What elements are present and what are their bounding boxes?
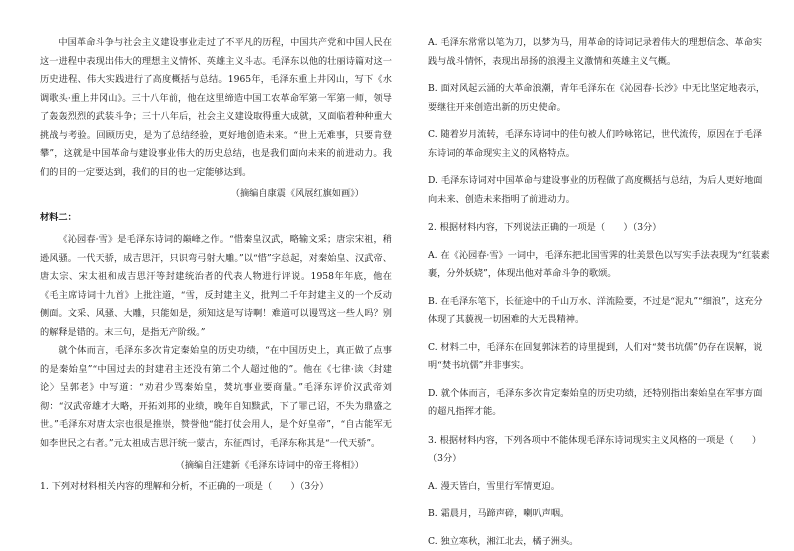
question-1: 1. 下列对材料相关内容的理解和分析，不正确的一项是（ ）（3分） [40,478,392,497]
material-2-source: （摘编自汪建新《毛泽东诗词中的帝王将相》） [40,457,392,476]
left-column [40,34,392,496]
question-2-option-a: A. 在《沁园春·雪》一词中，毛泽东把北国雪霁的壮美景色以写实手法表现为“红装素裹，分外妖娆”，体现出他对革命斗争的歌颂。 [428,247,770,284]
material-1-source: （摘编自康震《风展红旗如画》） [40,185,392,204]
material-2-paragraph-2: 就个体而言，毛泽东多次肯定秦始皇的历史功绩，“在中国历史上，真正做了点事的是秦始皇”“中国过去的封建君主还没有第二个人超过他的”。他在《七律·读〈封建论〉呈郭老》中写道：“劝君少骂秦始皇，焚坑事业要商量。”毛泽东评价汉武帝刘彻：“汉武帝雄才大略，开拓刘邦的业绩，晚年自知黩武，下了罪己诏，不失为鼎盛之世。”毛泽东对唐太宗也很是推崇，赞誉他“能打仗会用人，是个好皇帝”，“自古能军无如李世民之右者。”元太祖成吉思汗统一蒙古，东征西讨，毛泽东称其是“一代天骄”。 [40,342,392,453]
question-3-option-c: C. 独立寒秋，湘江北去，橘子洲头。 [428,533,770,551]
question-3: 3. 根据材料内容，下列各项中不能体现毛泽东诗词现实主义风格的一项是（ ）（3分） [428,432,770,469]
material-2-paragraph-1: 《沁园春·雪》是毛泽东诗词的巅峰之作。“惜秦皇汉武，略输文采；唐宗宋祖，稍逊风骚。一代天骄，成吉思汗，只识弯弓射大雕。”以“惜”字总起，对秦始皇、汉武帝、唐太宗、宋太祖和成吉思汗等封建统治者的代表人物进行评说。1958年年底，他在《毛主席诗词十九首》上批注道，“雪，反封建主义，批判二千年封建主义的一个反动侧面。文采、风骚、大雕，只能如是，须知这是写诗啊！难道可以谩骂这一些人吗？别的解释是错的。末三句，是指无产阶级。” [40,231,392,342]
question-2-option-c: C. 材料二中，毛泽东在回复郭沫若的诗里提到，人们对“焚书坑儒”仍存在误解，说明“焚书坑儒”并非事实。 [428,339,770,376]
question-1-option-c: C. 随着岁月流转，毛泽东诗词中的佳句被人们吟咏铭记，世代流传，原因在于毛泽东诗词的革命现实主义的风格特点。 [428,126,770,163]
material-2-label: 材料二： [40,209,392,228]
question-1-option-b: B. 面对风起云涌的大革命浪潮，青年毛泽东在《沁园春·长沙》中无比坚定地表示，要继往开来创造出新的历史使命。 [428,80,770,117]
question-1-option-d: D. 毛泽东诗词对中国革命与建设事业的历程做了高度概括与总结，为后人更好地面向未来、创造未来指明了前进动力。 [428,172,770,209]
right-column [428,34,770,551]
material-1-paragraph: 中国革命斗争与社会主义建设事业走过了不平凡的历程，中国共产党和中国人民在这一进程中表现出伟大的理想主义情怀、英雄主义斗志。毛泽东以他的壮丽诗篇对这一历史进程、伟大实践进行了高度概括与总结。1965年，毛泽东重上井冈山，写下《水调歌头·重上井冈山》。三十八年前，他在这里缔造中国工农革命军第一军第一师，领导了轰轰烈烈的武装斗争；三十八年后，社会主义建设取得重大成就，又面临着种种重大挑战与考验。回顾历史，是为了总结经验，更好地创造未来。“世上无难事，只要肯登攀”，这就是中国革命与建设事业伟大的历史总结，也是我们面向未来的前进动力。我们的目的一定要达到，我们的目的也一定能够达到。 [40,34,392,182]
question-2-option-b: B. 在毛泽东笔下，长征途中的千山万水、洋流险要，不过是“泥丸”“细浪”，这充分体现了其藐视一切困难的大无畏精神。 [428,293,770,330]
question-3-option-a: A. 漫天皆白，雪里行军情更迫。 [428,478,770,497]
question-3-option-b: B. 霜晨月，马蹄声碎，喇叭声咽。 [428,505,770,524]
question-2: 2. 根据材料内容，下列说法正确的一项是（ ）（3分） [428,219,770,238]
question-2-option-d: D. 就个体而言，毛泽东多次肯定秦始皇的历史功绩，还特别指出秦始皇在军事方面的超凡指挥才能。 [428,385,770,422]
question-1-option-a: A. 毛泽东常常以笔为刀，以梦为马，用革命的诗词记录着伟大的理想信念、革命实践与战斗情怀，表现出昂扬的浪漫主义激情和英雄主义气概。 [428,34,770,71]
